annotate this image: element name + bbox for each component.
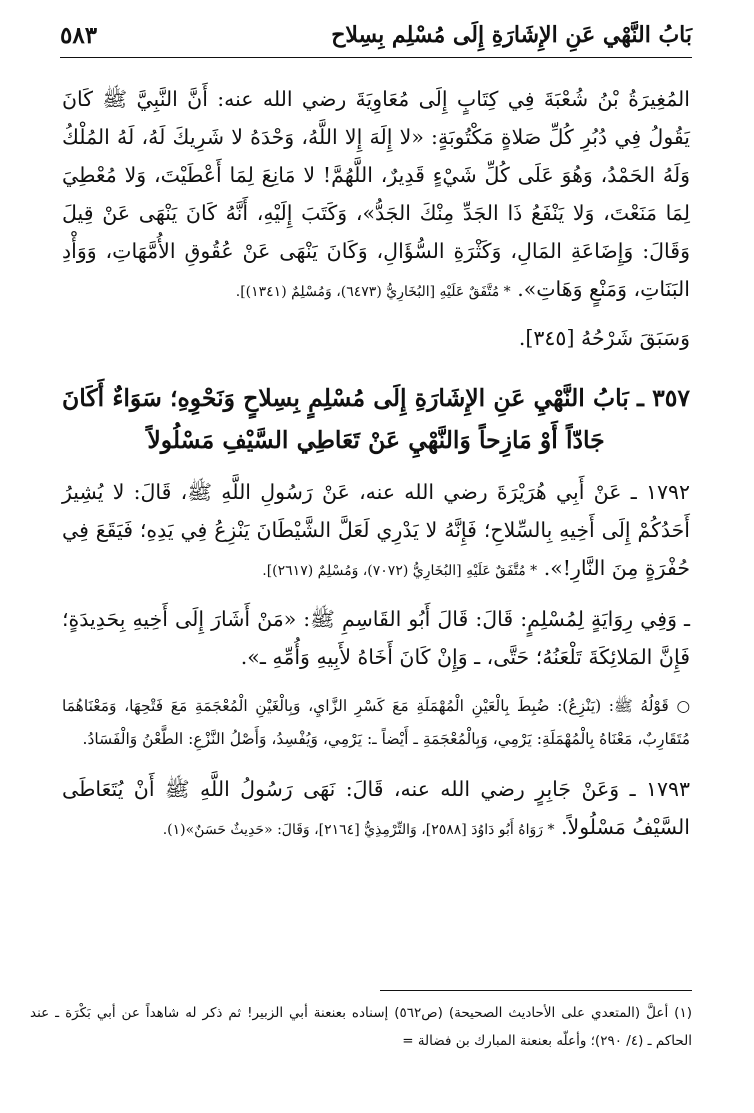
running-header — [60, 22, 692, 56]
chapter-title: ٣٥٧ ـ بَابُ النَّهْيِ عَنِ الإِشَارَةِ إِلَى مُسْلِمٍ بِسِلاحٍ وَنَحْوِهِ؛ سَوَاءٌ أَكَانَ جَادّاً أَوْ مَازِحاً وَالنَّهْيِ عَنْ تَعَاطِي السَّيْفِ مَسْلُولاً — [62, 384, 690, 454]
intro-paragraph — [62, 80, 690, 311]
explanatory-note: ○ قَوْلُهُ ﷺ: (يَنْزِعُ): ضُبِطَ بِالْعَيْنِ الْمُهْمَلَةِ مَعَ كَسْرِ الزَّايِ، وَبِالْغَيْنِ الْمُعْجَمَةِ مَعَ فَتْحِهَا، وَمَعْنَاهُمَا مُتَقَارِبٌ، مَعْنَاهُ بِالْمُهْمَلَةِ: يَرْمِي، وَبِالْمُعْجَمَةِ ـ أَيْضاً ـ: يَرْمِي، وَيُفْسِدُ، وَأَصْلُ النَّزْعِ: الطَّعْنُ وَالْفَسَادُ. — [62, 697, 690, 748]
footnote-rule — [380, 990, 692, 991]
intro-reference: * مُتَّفَقٌ عَلَيْهِ [البُخَارِيُّ (٦٤٧٣)، وَمُسْلِمٌ (١٣٤١)]. — [235, 284, 511, 300]
hadith-1793-text: ١٧٩٣ ـ وَعَنْ جَابِرٍ رضي الله عنه، قَالَ: نَهَى رَسُولُ اللَّهِ ﷺ أَنْ يُتَعَاطَى السَّيْفُ مَسْلُولاً. — [62, 777, 690, 839]
hadith-1793 — [62, 770, 690, 849]
page-body — [62, 70, 690, 849]
hadith-1793-reference: * رَوَاهُ أَبُو دَاوُدَ [٢٥٨٨]، وَالتِّرْمِذِيُّ [٢١٦٤]، وَقَالَ: «حَدِيثٌ حَسَنٌ»(١). — [162, 822, 555, 838]
see-also-line: وَسَبَقَ شَرْحُهُ [٣٤٥]. — [518, 326, 690, 350]
hadith-1792 — [62, 473, 690, 590]
header-rule — [60, 57, 692, 58]
hadith-1792-reference: * مُتَّفَقٌ عَلَيْهِ [البُخَارِيُّ (٧٠٧٢)، وَمُسْلِمٌ (٢٦١٧)]. — [262, 563, 538, 579]
running-title: بَابُ النَّهْي عَنِ الإِشَارَةِ إِلَى مُسْلِم بِسِلاح — [331, 22, 692, 48]
page-number: ٥٨٣ — [60, 22, 98, 49]
hadith-1792-text: ١٧٩٢ ـ عَنْ أَبِي هُرَيْرَةَ رضي الله عنه، عَنْ رَسُولِ اللَّهِ ﷺ، قَالَ: لا يُشِيرُ أَحَدُكُمْ إِلَى أَخِيهِ بِالسِّلاحِ؛ فَإِنَّهُ لا يَدْرِي لَعَلَّ الشَّيْطَانَ يَنْزِعُ فِي يَدِهِ؛ فَيَقَعَ فِي حُفْرَةٍ مِنَ النَّارِ!». — [62, 480, 690, 580]
muslim-narration: ـ وَفِي رِوَايَةٍ لِمُسْلِمٍ: قَالَ: قَالَ أَبُو القَاسِمِ ﷺ: «مَنْ أَشَارَ إِلَى أَخِيهِ بِحَدِيدَةٍ؛ فَإِنَّ المَلائِكَةَ تَلْعَنُهُ؛ حَتَّى، ـ وَإِنْ كَانَ أَخَاهُ لأَبِيهِ وَأُمِّهِ ـ». — [62, 607, 690, 669]
footnote: (١) أعلَّ (المتعدي على الأحاديث الصحيحة) (ص٥٦٢) إسناده بعنعنة أبي الزبير! ثم ذكر له شاهداً عن أبي بَكْرَة ـ عند الحاكم ـ (٤/ ٢٩٠)؛ وأعلّه بعنعنة المبارك بن فضالة = — [30, 1005, 692, 1049]
intro-text: المُغِيرَةُ بْنُ شُعْبَةَ فِي كِتَابٍ إِلَى مُعَاوِيَةَ رضي الله عنه: أَنَّ النَّبِيَّ ﷺ كَانَ يَقُولُ فِي دُبُرِ كُلِّ صَلاةٍ مَكْتُوبَةٍ: «لا إِلَهَ إِلا اللَّهُ، وَحْدَهُ لا شَرِيكَ لَهُ، لَهُ المُلْكُ وَلَهُ الحَمْدُ، وَهُوَ عَلَى كُلِّ شَيْءٍ قَدِيرٌ، اللَّهُمَّ! لا مَانِعَ لِمَا أَعْطَيْتَ، وَلا مُعْطِيَ لِمَا مَنَعْتَ، وَلا يَنْفَعُ ذَا الجَدِّ مِنْكَ الجَدُّ»، وَكَتَبَ إِلَيْهِ، أَنَّهُ كَانَ يَنْهَى عَنْ قِيلَ وَقَالَ: وَإِضَاعَةِ المَالِ، وَكَثْرَةِ السُّؤَالِ، وَكَانَ يَنْهَى عَنْ عُقُوقِ الأُمَّهَاتِ، وَوَأْدِ البَنَاتِ، وَمَنْعٍ وَهَاتِ». — [62, 87, 690, 301]
